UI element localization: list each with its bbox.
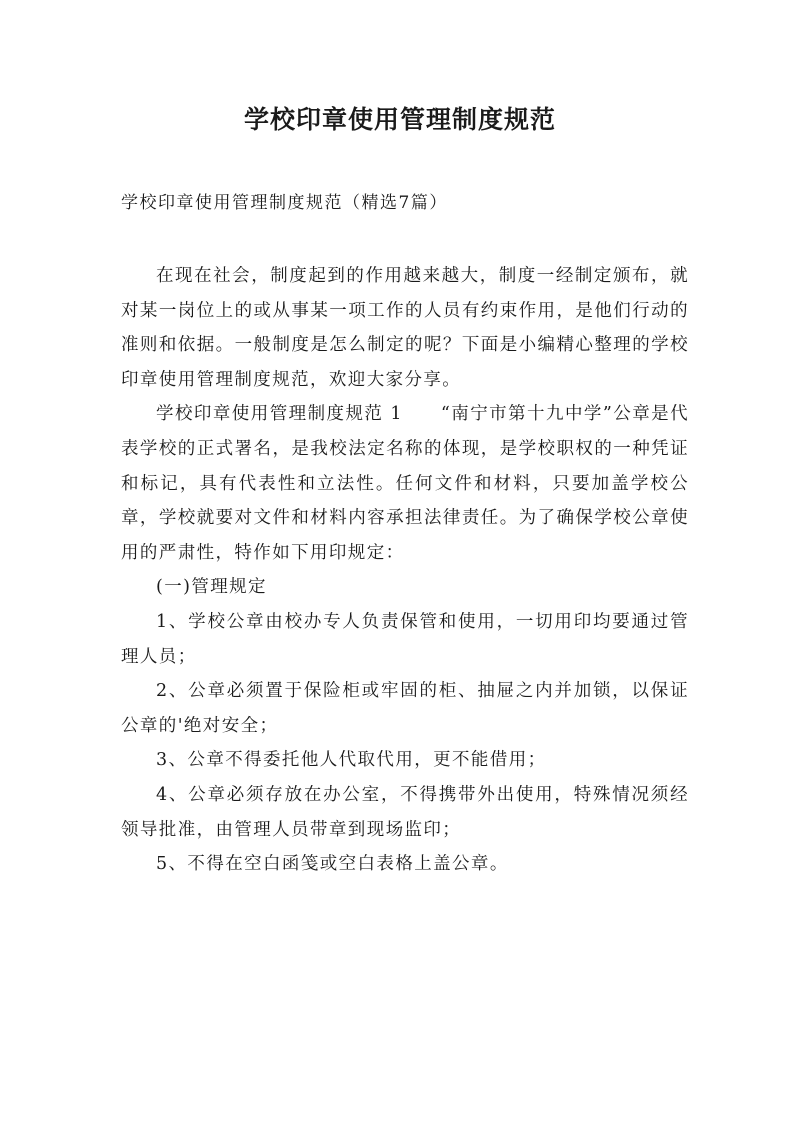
management-heading: (一)管理规定 — [156, 577, 267, 598]
rule-1-paragraph: 1、学校公章由校办专人负责保管和使用，一切用印均要通过管理人员； — [121, 611, 689, 667]
rule-2-paragraph: 2、公章必须置于保险柜或牢固的柜、抽屉之内并加锁，以保证公章的'绝对安全； — [121, 681, 689, 736]
rule-5-paragraph: 5、不得在空白函笺或空白表格上盖公章。 — [156, 854, 509, 875]
document-body — [121, 259, 689, 882]
section-1-paragraph: 学校印章使用管理制度规范 1 “南宁市第十九中学”公章是代表学校的正式署名，是我校法定名称的体现，是学校职权的一种凭证和标记，具有代表性和立法性。任何文件和材料，只要加盖学校公章，学校就要对文件和材料内容承担法律责任。为了确保学校公章使用的严肃性，特作如下用印规定： — [121, 404, 689, 563]
intro-paragraph: 在现在社会，制度起到的作用越来越大，制度一经制定颁布，就对某一岗位上的或从事某一项工作的人员有约束作用，是他们行动的准则和依据。一般制度是怎么制定的呢？下面是小编精心整理的学校印章使用管理制度规范，欢迎大家分享。 — [121, 266, 689, 390]
rule-4-paragraph: 4、公章必须存放在办公室，不得携带外出使用，特殊情况须经领导批准，由管理人员带章到现场监印； — [121, 784, 689, 840]
rule-3-paragraph: 3、公章不得委托他人代取代用，更不能借用； — [156, 750, 547, 771]
document-subtitle: 学校印章使用管理制度规范（精选7篇） — [121, 193, 448, 213]
document-title: 学校印章使用管理制度规范 — [243, 105, 556, 134]
